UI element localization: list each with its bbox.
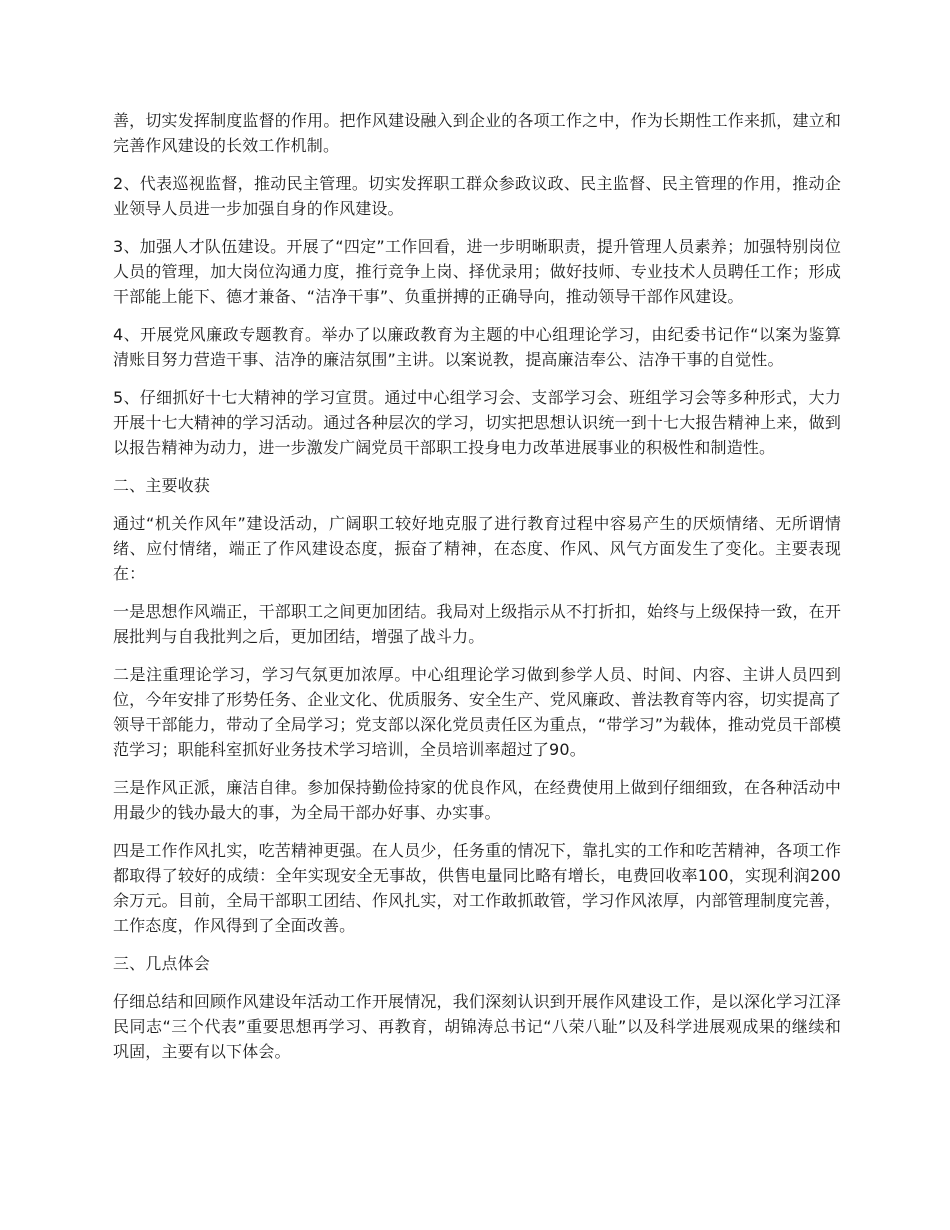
paragraph-gain-1: 一是思想作风端正，干部职工之间更加团结。我局对上级指示从不打折扣，始终与上级保持一致，在开展批判与自我批判之后，更加团结，增强了战斗力。: [113, 602, 841, 646]
paragraph-gain-4: 四是工作作风扎实，吃苦精神更强。在人员少，任务重的情况下，靠扎实的工作和吃苦精神，各项工作都取得了较好的成绩：全年实现安全无事故，供售电量同比略有增长，电费回收率100，实现利润200余万元。目前，全局干部职工团结、作风扎实，对工作敢抓敢管，学习作风浓厚，内部管理制度完善，工作态度，作风得到了全面改善。: [113, 841, 841, 935]
paragraph-gain-3: 三是作风正派，廉洁自律。参加保持勤俭持家的优良作风，在经费使用上做到仔细细致，在各种活动中用最少的钱办最大的事，为全局干部办好事、办实事。: [113, 778, 841, 822]
section-heading-main-gains: 二、主要收获: [113, 476, 210, 495]
section-heading-reflections: 三、几点体会: [113, 954, 210, 973]
paragraph-reflections-intro: 仔细总结和回顾作风建设年活动工作开展情况，我们深刻认识到开展作风建设工作，是以深化学习江泽民同志“三个代表”重要思想再学习、再教育，胡锦涛总书记“八荣八耻”以及科学进展观成果的继续和巩固，主要有以下体会。: [113, 992, 841, 1061]
paragraph-item-4: 4、开展党风廉政专题教育。举办了以廉政教育为主题的中心组理论学习，由纪委书记作“以案为鉴算清账目努力营造干事、洁净的廉洁氛围”主讲。以案说教，提高廉洁奉公、洁净干事的自觉性。: [113, 325, 841, 369]
paragraph-intro-continuation: 善，切实发挥制度监督的作用。把作风建设融入到企业的各项工作之中，作为长期性工作来抓，建立和完善作风建设的长效工作机制。: [113, 111, 841, 155]
paragraph-item-2: 2、代表巡视监督，推动民主管理。切实发挥职工群众参政议政、民主监督、民主管理的作用，推动企业领导人员进一步加强自身的作风建设。: [113, 174, 841, 218]
paragraph-item-5: 5、仔细抓好十七大精神的学习宣贯。通过中心组学习会、支部学习会、班组学习会等多种形式，大力开展十七大精神的学习活动。通过各种层次的学习，切实把思想认识统一到十七大报告精神上来，做到以报告精神为动力，进一步激发广阔党员干部职工投身电力改革进展事业的积极性和制造性。: [113, 388, 841, 457]
paragraph-item-3: 3、加强人才队伍建设。开展了“四定”工作回看，进一步明晰职责，提升管理人员素养；加强特别岗位人员的管理，加大岗位沟通力度，推行竞争上岗、择优录用；做好技师、专业技术人员聘任工作；形成干部能上能下、德才兼备、“洁净干事”、负重拼搏的正确导向，推动领导干部作风建设。: [113, 237, 841, 306]
paragraph-gain-2: 二是注重理论学习，学习气氛更加浓厚。中心组理论学习做到参学人员、时间、内容、主讲人员四到位，今年安排了形势任务、企业文化、优质服务、安全生产、党风廉政、普法教育等内容，切实提高了领导干部能力，带动了全局学习；党支部以深化党员责任区为重点，“带学习”为载体，推动党员干部模范学习；职能科室抓好业务技术学习培训，全员培训率超过了90。: [113, 665, 841, 759]
document-body: [113, 108, 841, 1077]
paragraph-gains-intro: 通过“机关作风年”建设活动，广阔职工较好地克服了进行教育过程中容易产生的厌烦情绪、无所谓情绪、应付情绪，端正了作风建设态度，振奋了精神，在态度、作风、风气方面发生了变化。主要表现在：: [113, 514, 841, 583]
